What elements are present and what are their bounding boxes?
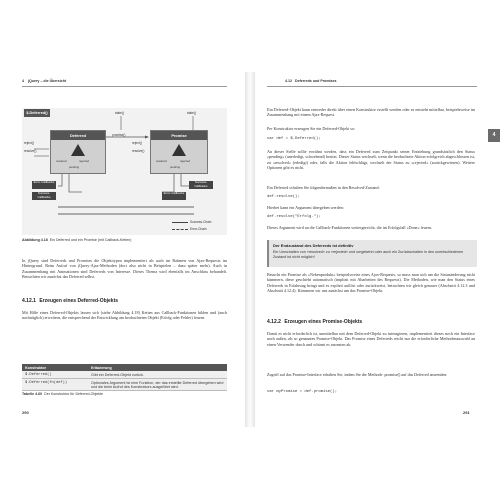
info-box-title: Der Endzustand des Deferreds ist definitiv xyxy=(273,243,354,248)
code-line: var myPromise = def.promise(); xyxy=(267,390,338,394)
promise-box-title: Promise xyxy=(151,131,207,140)
section-title: Erzeugen eines Deferred-Objekts xyxy=(39,298,119,304)
paragraph: Zugriff auf das Promise-Interface erhalten Sie, indem Sie die Methode .promise() auf das Deferred anwenden: xyxy=(267,372,448,377)
constructor-table xyxy=(22,364,227,391)
head-rule xyxy=(22,86,227,87)
head-rule xyxy=(267,86,477,87)
section-title: Erzeugen eines Promise-Objekts xyxy=(284,319,363,325)
paragraph: Ein Deferred schalten Sie folgendermaßen in den Resolved-Zustand: xyxy=(267,185,380,190)
right-page xyxy=(255,72,500,427)
table-cell: $.Deferred(fn(def)) xyxy=(22,379,88,391)
code-line: def.resolve(); xyxy=(267,195,300,199)
promise-box xyxy=(150,130,208,174)
book-spread xyxy=(0,72,500,427)
promise-arrow-label: promise() xyxy=(112,133,126,137)
table-cell: Gibt ein Deferred-Objekt zurück. xyxy=(88,371,227,379)
diagram-title: $.Deferred() xyxy=(24,109,50,117)
resolve-method-label: resolve() xyxy=(24,149,37,153)
figure-caption-label: Abbildung 4.18 xyxy=(22,238,48,242)
section-number: 4.12.1 xyxy=(22,298,36,304)
table-header-row xyxy=(22,364,227,371)
paragraph: An dieser Stelle sollte erwähnt werden, dass ein Deferred zum Zeitpunkt seiner Entstehung grundsätzlich den Status »pending« (unerledigt, schwebend) besitzt. Dieser Status wechselt, wenn die beobachtete Aktion erfolgreich abgeschlossen ist, zu »resolved« (erledigt) oder, falls die Aktion fehlschlägt, wechselt der Status zu »rejected« (zurückgewiesen). Weitere Optionen gibt es nicht. xyxy=(267,149,475,171)
deferred-box-title: Deferred xyxy=(51,131,105,140)
error-chain-line xyxy=(172,229,188,230)
success-chain-label: Success-Chain xyxy=(190,220,212,224)
state-label: state() xyxy=(187,111,197,115)
success-callbacks: Success-Callbacks xyxy=(32,192,56,200)
deferred-box xyxy=(50,130,106,174)
running-head-left xyxy=(22,79,66,83)
section-number: 4.12.2 xyxy=(267,319,281,325)
book-gutter xyxy=(245,72,255,427)
section-title: Deferreds und Promises xyxy=(295,79,337,83)
paragraph: Ein Deferred-Objekt kann entweder direkt über einen Konstruktor erstellt werden oder es entsteht mittelbar, beispielsweise im Zusammenhang mit einem Ajax-Request. xyxy=(267,107,475,118)
reject-method-label: reject() xyxy=(132,141,142,145)
error-chain-label: Error-Chain xyxy=(190,227,207,231)
table-caption-text: Der Konstruktor für Deferred-Objekte xyxy=(44,392,104,396)
figure-caption xyxy=(22,238,227,242)
table-row xyxy=(22,379,227,391)
resolved-label: resolved xyxy=(156,159,167,163)
paragraph: Hierbei kann ein Argument übergeben werden: xyxy=(267,205,344,210)
paragraph: Besucht ein Promise als »Nebenprodukt« beispielsweise eines Ajax-Requests, so muss man sich um die Statusänderung nicht kümmern, diese geschieht automatisch (implizit mit Abarbeiten des Requests). Die Methoden, wie man den Status eines Deferreds in Erfahrung bringt und es explizit auflöst oder zurückweist, betrachten wir gleich genauer (Abschnitt 4.12.3 und Abschnitt 4.12.4). Kümmern wir uns zunächst um das Promise-Objekt. xyxy=(267,272,475,294)
table-cell: $.Deferred() xyxy=(22,371,88,379)
rejected-label: rejected xyxy=(180,159,190,163)
error-callbacks: Error-Callbacks xyxy=(162,192,186,200)
paragraph: Per Konstruktor erzeugen Sie ein Deferred-Objekt so: xyxy=(267,126,356,131)
resolve-method-label: resolve() xyxy=(132,149,145,153)
table-header-cell: Konstruktor xyxy=(22,364,88,371)
code-line: var def = $.Deferred(); xyxy=(267,137,321,141)
running-head-right xyxy=(285,79,337,83)
section-number: 4.12 xyxy=(285,79,292,83)
state-triangle-icon xyxy=(70,143,86,157)
table-cell: Optionales Argument ist eine Funktion, der das erstellte Deferred übergeben wird und die beim Aufruf des Konstruktors ausgeführt wird. xyxy=(88,379,227,391)
pending-label: pending xyxy=(170,165,180,169)
success-chain-line xyxy=(172,222,188,223)
left-page xyxy=(0,72,245,427)
info-box xyxy=(267,240,477,267)
chapter-number: 4 xyxy=(22,79,24,83)
paragraph: Dieses Argument wird an die Callback-Funktionen weitergereicht, die im Erfolgsfall »Done« feuern. xyxy=(267,225,433,230)
page-number: 290 xyxy=(22,410,29,415)
table-caption-label: Tabelle 4.60 xyxy=(22,392,43,396)
figure-caption-text: Ein Deferred und ein Promise (mit Callback-Ketten) xyxy=(49,238,132,242)
info-box-body: Ein Umschalten von »resolved« zu »rejected« und umgekehrt oder auch ein Zurückschalten in den unentschiedenen Zustand ist nicht möglich! xyxy=(273,250,464,259)
chapter-thumb-tab: 4 xyxy=(488,129,500,142)
page-number: 291 xyxy=(463,410,470,415)
paragraph: Mit Hilfe eines Deferred-Objekts lassen sich (siehe Abbildung 4.18) Ketten aus Callback-Funktionen bilden und (auch nachträglich) erweitern, die entsprechend der Entwicklung am beobachteten Objekt (Erfolg oder Fehler) feuern. xyxy=(22,310,227,321)
chapter-title: jQuery – die Übersicht xyxy=(28,79,67,83)
success-callbacks: Success-Callbacks xyxy=(189,181,213,189)
table-row xyxy=(22,371,227,379)
reject-method-label: reject() xyxy=(24,141,34,145)
paragraph: In jQuery sind Deferreds und Promises die Objekttypen implementiert als auch im Rahmen von Ajax-Requests im Hintergrund. Beim Aufruf von jQuery-Ajax-Methoden (dort also nicht in Beispielen – dazu später mehr). Auch in Zusammenhang mit Animationen sind Deferreds von Interesse. Dieses Thema wird ebenfalls im Anschluss behandelt. Betrachten wir zunächst das Deferred selbst. xyxy=(22,258,227,280)
section-heading xyxy=(267,319,362,325)
paragraph: Damit es nicht erforderlich ist, unmittelbar mit dem Deferred-Objekt zu interagieren, implementiert dieses noch ein Interface nach außen, als so genanntes Promise-Objekt. Das Promise eines Deferreds reicht nur die erforderliche Methodenauswahl an einen Verwender durch und schirmt es anonsten ab. xyxy=(267,331,475,347)
pending-label: pending xyxy=(69,165,79,169)
state-label: state() xyxy=(115,111,125,115)
code-line: def.resolve("Erfolg."); xyxy=(267,215,321,219)
error-callbacks: Error-Callbacks xyxy=(32,181,56,189)
section-heading xyxy=(22,298,118,304)
deferred-diagram xyxy=(22,108,227,235)
state-triangle-icon xyxy=(171,143,187,157)
resolved-label: resolved xyxy=(56,159,67,163)
table-caption xyxy=(22,392,227,396)
table-header-cell: Erläuterung xyxy=(88,364,227,371)
rejected-label: rejected xyxy=(79,159,89,163)
